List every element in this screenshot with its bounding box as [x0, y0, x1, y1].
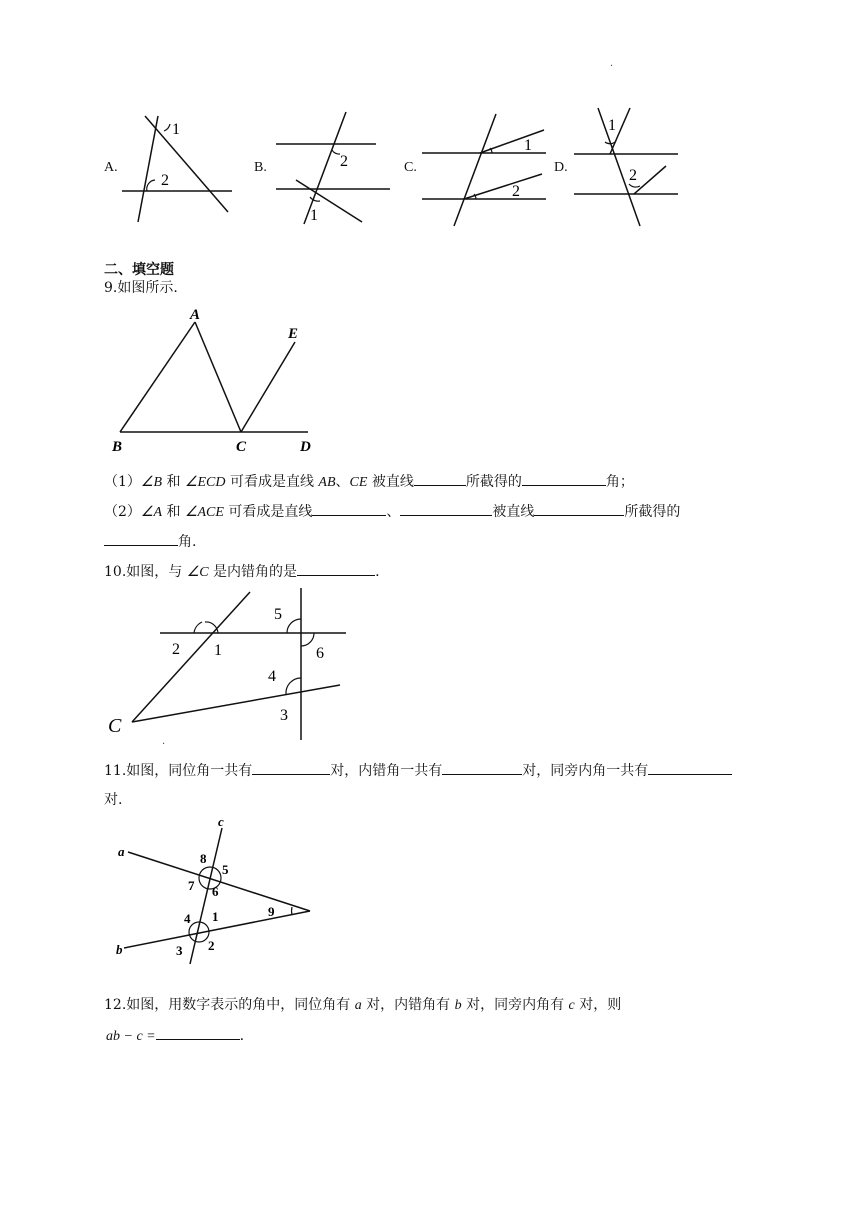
option-d-label: D.	[554, 160, 568, 175]
section-title: 二、填空题	[104, 262, 174, 278]
option-c-figure	[420, 110, 550, 230]
q11-angle-3: 3	[176, 943, 183, 958]
q10-angle-6: 6	[316, 645, 324, 662]
option-a-label: A.	[104, 160, 118, 175]
option-a-figure	[118, 110, 238, 228]
option-a-angle-1: 1	[172, 121, 180, 138]
q11-line-a: a	[118, 844, 125, 859]
q11-blank-1[interactable]	[252, 760, 330, 775]
q10-point-c: C	[108, 715, 122, 737]
option-d-figure	[570, 104, 682, 230]
q9-blank-1[interactable]	[414, 471, 466, 486]
q9-figure	[108, 302, 328, 458]
q10-angle-5: 5	[274, 606, 282, 623]
q11-question: 11.如图，同位角一共有 对，内错角一共有 对，同旁内角一共有	[104, 760, 732, 781]
q11-figure	[112, 812, 322, 968]
q9-part-2-cont: 角.	[104, 531, 196, 552]
q11-line-c: c	[218, 814, 224, 829]
q11-angle-6: 6	[212, 884, 219, 899]
q12-blank[interactable]	[156, 1025, 240, 1040]
q10-figure	[104, 584, 354, 750]
q9-point-c: C	[236, 439, 247, 455]
q9-blank-3[interactable]	[312, 501, 386, 516]
q11-question-end: 对.	[104, 792, 123, 808]
q11-angle-4: 4	[184, 911, 191, 926]
option-c-label: C.	[404, 160, 417, 175]
option-b-figure	[268, 108, 398, 228]
q9-blank-4[interactable]	[400, 501, 492, 516]
q9-intro: 9.如图所示.	[104, 280, 178, 296]
q11-angle-7: 7	[188, 878, 195, 893]
option-d-angle-1: 1	[608, 117, 616, 134]
q11-angle-2: 2	[208, 938, 215, 953]
q10-angle-4: 4	[268, 668, 276, 685]
option-c-angle-2: 2	[512, 183, 520, 200]
q11-angle-1: 1	[212, 909, 219, 924]
q11-blank-3[interactable]	[648, 760, 732, 775]
q9-point-a: A	[190, 307, 201, 323]
q11-angle-9: 9	[268, 904, 275, 919]
q9-part-2: （2）∠A 和 ∠ACE 可看成是直线 、 被直线 所截得的	[104, 501, 680, 523]
option-d-angle-2: 2	[629, 167, 637, 184]
q9-blank-5[interactable]	[534, 501, 624, 516]
q9-blank-2[interactable]	[522, 471, 606, 486]
stray-dot: .	[610, 58, 614, 69]
option-a-angle-2: 2	[161, 172, 169, 189]
q11-angle-5: 5	[222, 862, 229, 877]
q9-point-e: E	[288, 326, 299, 342]
q10-blank[interactable]	[297, 561, 375, 576]
option-c-angle-1: 1	[524, 137, 532, 154]
q9-point-b: B	[112, 439, 123, 455]
q12-question: 12.如图，用数字表示的角中，同位角有 a 对，内错角有 b 对，同旁内角有 c 对，则	[104, 997, 622, 1013]
q11-line-b: b	[116, 942, 123, 957]
q9-point-d: D	[300, 439, 311, 455]
q11-blank-2[interactable]	[442, 760, 522, 775]
q11-angle-8: 8	[200, 851, 207, 866]
q9-blank-6[interactable]	[104, 531, 178, 546]
q10-question: 10.如图，与 ∠C 是内错角的是 .	[104, 561, 380, 583]
stray-dot-2: .	[162, 736, 166, 747]
option-b-angle-1: 1	[310, 207, 318, 224]
q10-angle-3: 3	[280, 707, 288, 724]
q12-expression: ab − c = .	[106, 1025, 244, 1047]
option-b-label: B.	[254, 160, 267, 175]
q10-angle-2: 2	[172, 641, 180, 658]
option-b-angle-2: 2	[340, 153, 348, 170]
q9-part-1: （1）∠B 和 ∠ECD 可看成是直线 AB、CE 被直线 所截得的 角；	[104, 471, 634, 493]
q10-angle-1: 1	[214, 642, 222, 659]
